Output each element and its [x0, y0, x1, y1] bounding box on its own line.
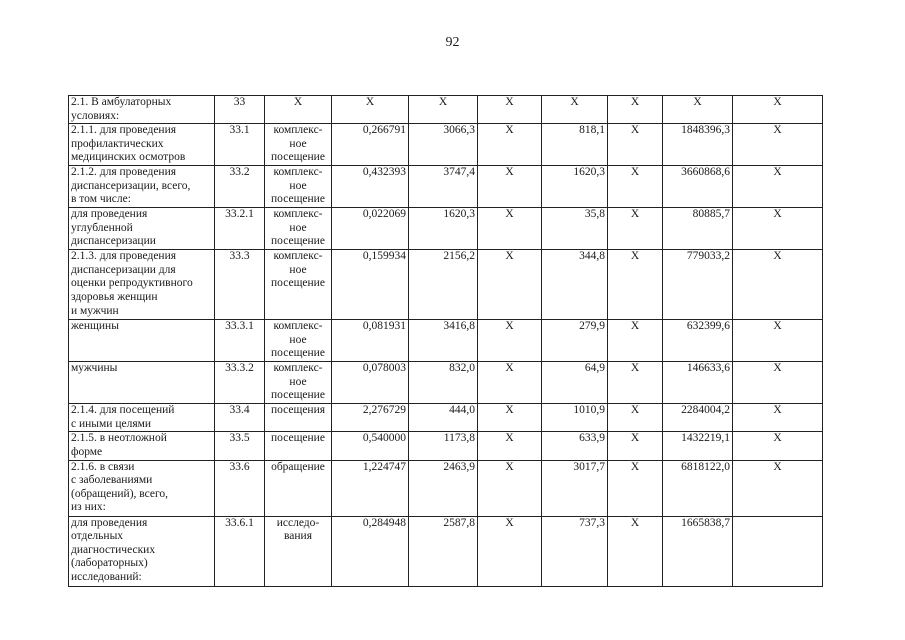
row-code: 33.3 [215, 250, 265, 320]
cell-col8: 1848396,3 [663, 124, 733, 166]
row-unit: посещения [270, 404, 326, 417]
cell-col3: 1,224747 [332, 460, 409, 516]
row-unit-cell [265, 362, 332, 404]
cell-col5: Х [478, 516, 542, 586]
cell-col4: 3747,4 [409, 166, 478, 208]
row-name-cell [69, 320, 215, 362]
row-code: 33.2.1 [215, 208, 265, 250]
cell-col9: Х [733, 404, 823, 432]
cell-col3: Х [332, 96, 409, 124]
cell-col5: Х [478, 124, 542, 166]
row-code: 33.3.1 [215, 320, 265, 362]
table-row [69, 432, 823, 460]
cell-col8: 779033,2 [663, 250, 733, 320]
cell-col5: Х [478, 166, 542, 208]
row-name: мужчины [71, 362, 118, 375]
row-code: 33.1 [215, 124, 265, 166]
row-name: 2.1.1. для проведения профилактических медицинских осмотров [71, 124, 186, 164]
row-unit: обращение [271, 460, 325, 473]
cell-col6: 344,8 [542, 250, 608, 320]
row-name: 2.1.3. для проведения диспансеризации для оценки репродуктивного здоровья женщин и мужчин [71, 250, 193, 317]
row-name: 2.1. В амбулаторных условиях: [71, 96, 172, 122]
row-name: для проведения отдельных диагностических (лабораторных) исследований: [71, 516, 156, 583]
cell-col7: Х [608, 516, 663, 586]
cell-col5: Х [478, 320, 542, 362]
row-unit: комплекс- ное посещение [271, 166, 325, 206]
cell-col6: 1620,3 [542, 166, 608, 208]
table-row [69, 208, 823, 250]
row-unit-cell [265, 208, 332, 250]
cell-col3: 0,081931 [332, 320, 409, 362]
row-name: 2.1.6. в связи с заболеваниями (обращений), всего, из них: [71, 460, 169, 514]
cell-col8: 80885,7 [663, 208, 733, 250]
row-code: 33.3.2 [215, 362, 265, 404]
cell-col9: Х [733, 166, 823, 208]
row-name-cell [69, 516, 215, 586]
row-name-cell [69, 96, 215, 124]
row-unit-cell [265, 96, 332, 124]
cell-col5: Х [478, 432, 542, 460]
cell-col8: 2284004,2 [663, 404, 733, 432]
table-row [69, 362, 823, 404]
row-name: женщины [71, 320, 119, 333]
row-name-cell [69, 208, 215, 250]
row-unit: комплекс- ное посещение [271, 124, 325, 164]
cell-col9: Х [733, 208, 823, 250]
table-row [69, 516, 823, 586]
cell-col3: 0,159934 [332, 250, 409, 320]
cell-col7: Х [608, 250, 663, 320]
row-name-cell [69, 166, 215, 208]
cell-col6: 633,9 [542, 432, 608, 460]
cell-col6: Х [542, 96, 608, 124]
data-table [68, 95, 823, 587]
cell-col7: Х [608, 432, 663, 460]
cell-col7: Х [608, 208, 663, 250]
cell-col9: Х [733, 320, 823, 362]
cell-col4: 2156,2 [409, 250, 478, 320]
cell-col4: 1173,8 [409, 432, 478, 460]
cell-col5: Х [478, 250, 542, 320]
row-name-cell [69, 124, 215, 166]
cell-col7: Х [608, 404, 663, 432]
cell-col8: 3660868,6 [663, 166, 733, 208]
row-code: 33.6 [215, 460, 265, 516]
cell-col8: 1665838,7 [663, 516, 733, 586]
cell-col6: 3017,7 [542, 460, 608, 516]
table-row [69, 460, 823, 516]
table-row [69, 404, 823, 432]
cell-col3: 0,078003 [332, 362, 409, 404]
cell-col7: Х [608, 96, 663, 124]
cell-col8: 6818122,0 [663, 460, 733, 516]
row-unit-cell [265, 166, 332, 208]
cell-col8: 146633,6 [663, 362, 733, 404]
cell-col5: Х [478, 208, 542, 250]
cell-col8: 1432219,1 [663, 432, 733, 460]
row-unit: комплекс- ное посещение [271, 362, 325, 402]
cell-col5: Х [478, 404, 542, 432]
cell-col9: Х [733, 362, 823, 404]
table-row [69, 124, 823, 166]
table-row [69, 96, 823, 124]
cell-col4: 1620,3 [409, 208, 478, 250]
cell-col5: Х [478, 96, 542, 124]
row-unit-cell [265, 516, 332, 586]
cell-col9: Х [733, 124, 823, 166]
cell-col4: 2587,8 [409, 516, 478, 586]
row-name: для проведения углубленной диспансеризации [71, 208, 156, 248]
row-unit: комплекс- ное посещение [271, 320, 325, 360]
page-number: 92 [445, 35, 460, 50]
cell-col6: 64,9 [542, 362, 608, 404]
row-code: 33.2 [215, 166, 265, 208]
cell-col9: Х [733, 250, 823, 320]
cell-col6: 1010,9 [542, 404, 608, 432]
row-name: 2.1.4. для посещений с иными целями [71, 404, 175, 430]
row-code: 33 [215, 96, 265, 124]
cell-col7: Х [608, 166, 663, 208]
cell-col6: 279,9 [542, 320, 608, 362]
cell-col3: 0,540000 [332, 432, 409, 460]
table-row [69, 320, 823, 362]
cell-col6: 35,8 [542, 208, 608, 250]
cell-col8: Х [663, 96, 733, 124]
cell-col9: Х [733, 96, 823, 124]
cell-col3: 2,276729 [332, 404, 409, 432]
row-unit: Х [293, 96, 303, 108]
row-unit-cell [265, 250, 332, 320]
row-name-cell [69, 432, 215, 460]
row-name: 2.1.5. в неотложной форме [71, 432, 167, 458]
row-unit-cell [265, 320, 332, 362]
row-unit: комплекс- ное посещение [271, 250, 325, 290]
cell-col4: 2463,9 [409, 460, 478, 516]
row-name-cell [69, 404, 215, 432]
row-unit-cell [265, 124, 332, 166]
cell-col7: Х [608, 460, 663, 516]
cell-col4: 3066,3 [409, 124, 478, 166]
cell-col4: 832,0 [409, 362, 478, 404]
table-row [69, 250, 823, 320]
cell-col4: 444,0 [409, 404, 478, 432]
row-name-cell [69, 362, 215, 404]
row-code: 33.6.1 [215, 516, 265, 586]
cell-col4: Х [409, 96, 478, 124]
row-name-cell [69, 250, 215, 320]
row-unit-cell [265, 432, 332, 460]
cell-col3: 0,284948 [332, 516, 409, 586]
cell-col5: Х [478, 362, 542, 404]
cell-col5: Х [478, 460, 542, 516]
row-code: 33.5 [215, 432, 265, 460]
row-unit-cell [265, 460, 332, 516]
row-unit: исследо- вания [276, 516, 320, 543]
row-unit-cell [265, 404, 332, 432]
cell-col6: 737,3 [542, 516, 608, 586]
cell-col9: Х [733, 460, 823, 516]
row-name-cell [69, 460, 215, 516]
cell-col4: 3416,8 [409, 320, 478, 362]
cell-col9 [733, 516, 823, 586]
cell-col7: Х [608, 362, 663, 404]
cell-col8: 632399,6 [663, 320, 733, 362]
cell-col3: 0,022069 [332, 208, 409, 250]
cell-col3: 0,432393 [332, 166, 409, 208]
cell-col9: Х [733, 432, 823, 460]
table-row [69, 166, 823, 208]
row-code: 33.4 [215, 404, 265, 432]
row-name: 2.1.2. для проведения диспансеризации, всего, в том числе: [71, 166, 191, 206]
cell-col3: 0,266791 [332, 124, 409, 166]
cell-col6: 818,1 [542, 124, 608, 166]
row-unit: посещение [271, 432, 325, 445]
row-unit: комплекс- ное посещение [271, 208, 325, 248]
cell-col7: Х [608, 124, 663, 166]
cell-col7: Х [608, 320, 663, 362]
